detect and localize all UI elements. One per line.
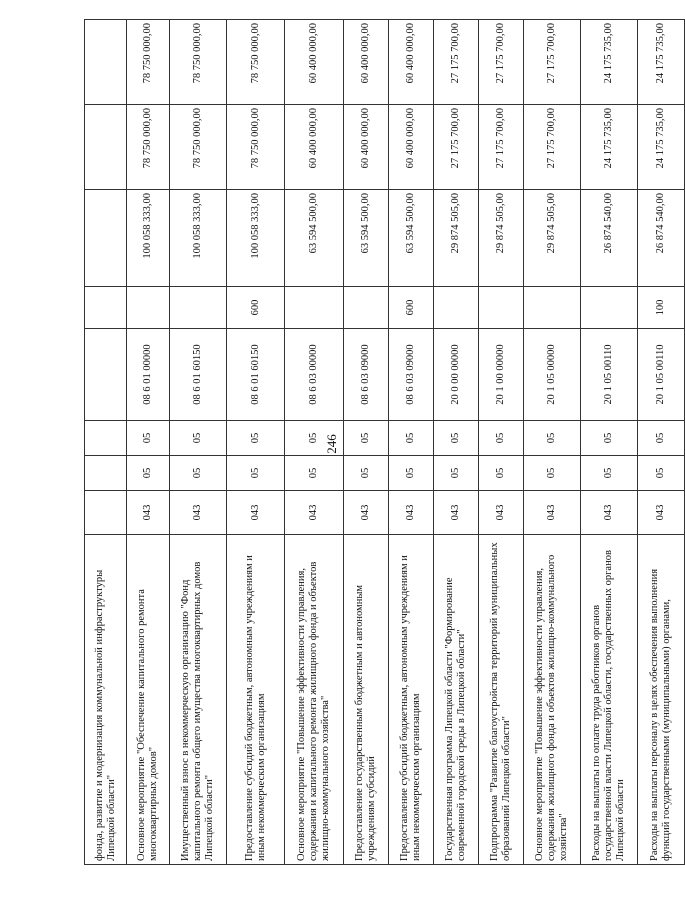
cell-sum-3: 27 175 700,00 <box>479 20 524 105</box>
cell-pr: 05 <box>344 421 389 456</box>
cell-sum-1: 26 874 540,00 <box>638 190 685 287</box>
cell-pr: 05 <box>581 421 638 456</box>
cell-sum-3: 24 175 735,00 <box>638 20 685 105</box>
cell-sum-3: 27 175 700,00 <box>524 20 581 105</box>
cell-vr <box>285 287 344 329</box>
cell-rz: 05 <box>170 456 227 491</box>
cell-sum-1: 63 594 500,00 <box>285 190 344 287</box>
cell-rz: 05 <box>227 456 285 491</box>
cell-gr: 043 <box>127 491 170 535</box>
item-name: Расходы на выплаты персоналу в целях обеспечения выполнения функций государственными (муниципальными) органами, <box>638 535 685 865</box>
cell-sum-3: 24 175 735,00 <box>581 20 638 105</box>
cell-sum-2: 60 400 000,00 <box>344 105 389 190</box>
cell-vr <box>479 287 524 329</box>
item-name: Предоставление субсидий бюджетным, автономным учреждениям и иным некоммерческим организациям <box>389 535 434 865</box>
cell-csr: 20 1 05 00110 <box>581 329 638 421</box>
cell-vr: 100 <box>638 287 685 329</box>
table-row <box>524 20 581 865</box>
cell-sum-1 <box>85 190 127 287</box>
cell-sum-3: 78 750 000,00 <box>170 20 227 105</box>
cell-csr: 08 6 03 09000 <box>389 329 434 421</box>
table-row <box>434 20 479 865</box>
item-name: Основное мероприятие "Обеспечение капитального ремонта многоквартирных домов" <box>127 535 170 865</box>
cell-gr <box>85 491 127 535</box>
item-name: Предоставление государственным бюджетным и автономным учреждениям субсидий <box>344 535 389 865</box>
cell-gr: 043 <box>434 491 479 535</box>
table-row <box>389 20 434 865</box>
budget-table-area <box>84 20 672 865</box>
cell-pr: 05 <box>524 421 581 456</box>
cell-vr <box>170 287 227 329</box>
item-name: Основное мероприятие "Повышение эффективности управления, содержания жилищного фонда и объектов жилищно-коммунального хозяйства" <box>524 535 581 865</box>
cell-gr: 043 <box>285 491 344 535</box>
cell-gr: 043 <box>389 491 434 535</box>
cell-pr <box>85 421 127 456</box>
cell-sum-2: 78 750 000,00 <box>227 105 285 190</box>
cell-vr: 600 <box>227 287 285 329</box>
cell-rz: 05 <box>389 456 434 491</box>
cell-sum-2: 24 175 735,00 <box>581 105 638 190</box>
cell-sum-2: 60 400 000,00 <box>389 105 434 190</box>
cell-rz <box>85 456 127 491</box>
item-name: Имущественный взнос в некоммерческую организацию "Фонд капитального ремонта общего имущества многоквартирных домов Липецкой области" <box>170 535 227 865</box>
cell-sum-3: 27 175 700,00 <box>434 20 479 105</box>
cell-gr: 043 <box>479 491 524 535</box>
cell-vr <box>127 287 170 329</box>
cell-gr: 043 <box>581 491 638 535</box>
cell-gr: 043 <box>524 491 581 535</box>
cell-vr <box>524 287 581 329</box>
cell-sum-1: 63 594 500,00 <box>389 190 434 287</box>
cell-vr <box>581 287 638 329</box>
cell-vr <box>434 287 479 329</box>
cell-rz: 05 <box>524 456 581 491</box>
cell-sum-3: 78 750 000,00 <box>227 20 285 105</box>
cell-csr: 08 6 01 60150 <box>227 329 285 421</box>
item-name: Государственная программа Липецкой области "Формирование современной городской среды в Липецкой области" <box>434 535 479 865</box>
item-name: Подпрограмма "Развитие благоустройства территорий муниципальных образований Липецкой области" <box>479 535 524 865</box>
item-name: фонда, развитие и модернизация коммунальной инфраструктуры Липецкой области" <box>85 535 127 865</box>
cell-csr: 20 1 05 00000 <box>524 329 581 421</box>
cell-sum-3: 60 400 000,00 <box>285 20 344 105</box>
cell-sum-2: 27 175 700,00 <box>524 105 581 190</box>
cell-sum-2: 60 400 000,00 <box>285 105 344 190</box>
item-name: Основное мероприятие "Повышение эффективности управления, содержания и капитального ремонта жилищного фонда и объектов жилищно-коммунального хозяйства" <box>285 535 344 865</box>
cell-sum-3: 78 750 000,00 <box>127 20 170 105</box>
table-row <box>479 20 524 865</box>
cell-sum-1: 100 058 333,00 <box>127 190 170 287</box>
cell-vr <box>85 287 127 329</box>
cell-sum-1: 26 874 540,00 <box>581 190 638 287</box>
cell-pr: 05 <box>389 421 434 456</box>
budget-table <box>84 19 685 865</box>
cell-rz: 05 <box>638 456 685 491</box>
cell-sum-1: 29 874 505,00 <box>479 190 524 287</box>
cell-gr: 043 <box>227 491 285 535</box>
cell-sum-3: 60 400 000,00 <box>389 20 434 105</box>
cell-csr: 20 1 05 00110 <box>638 329 685 421</box>
cell-sum-3 <box>85 20 127 105</box>
cell-gr: 043 <box>344 491 389 535</box>
cell-vr: 600 <box>389 287 434 329</box>
cell-csr <box>85 329 127 421</box>
item-name: Предоставление субсидий бюджетным, автономным учреждениям и иным некоммерческим организациям <box>227 535 285 865</box>
table-row <box>127 20 170 865</box>
page-number: 246 <box>324 434 339 454</box>
cell-rz: 05 <box>434 456 479 491</box>
cell-sum-2: 27 175 700,00 <box>434 105 479 190</box>
cell-gr: 043 <box>170 491 227 535</box>
cell-pr: 05 <box>479 421 524 456</box>
cell-sum-2 <box>85 105 127 190</box>
cell-sum-2: 24 175 735,00 <box>638 105 685 190</box>
cell-pr: 05 <box>638 421 685 456</box>
cell-sum-2: 78 750 000,00 <box>127 105 170 190</box>
table-row <box>638 20 685 865</box>
cell-pr: 05 <box>285 421 344 456</box>
cell-csr: 08 6 01 00000 <box>127 329 170 421</box>
cell-csr: 08 6 03 00000 <box>285 329 344 421</box>
cell-pr: 05 <box>434 421 479 456</box>
cell-sum-1: 100 058 333,00 <box>227 190 285 287</box>
cell-sum-2: 78 750 000,00 <box>170 105 227 190</box>
cell-sum-1: 29 874 505,00 <box>434 190 479 287</box>
cell-sum-3: 60 400 000,00 <box>344 20 389 105</box>
cell-gr: 043 <box>638 491 685 535</box>
cell-csr: 08 6 01 60150 <box>170 329 227 421</box>
table-row <box>85 20 127 865</box>
cell-rz: 05 <box>479 456 524 491</box>
table-row <box>227 20 285 865</box>
cell-pr: 05 <box>227 421 285 456</box>
cell-pr: 05 <box>127 421 170 456</box>
table-row <box>344 20 389 865</box>
cell-sum-2: 27 175 700,00 <box>479 105 524 190</box>
item-name: Расходы на выплаты по оплате труда работников органов государственной власти Липецкой области, государственных органов Липецкой области <box>581 535 638 865</box>
cell-sum-1: 100 058 333,00 <box>170 190 227 287</box>
table-row <box>285 20 344 865</box>
table-row <box>170 20 227 865</box>
cell-vr <box>344 287 389 329</box>
cell-sum-1: 63 594 500,00 <box>344 190 389 287</box>
cell-csr: 20 0 00 00000 <box>434 329 479 421</box>
cell-sum-1: 29 874 505,00 <box>524 190 581 287</box>
cell-rz: 05 <box>127 456 170 491</box>
cell-rz: 05 <box>581 456 638 491</box>
cell-rz: 05 <box>344 456 389 491</box>
cell-pr: 05 <box>170 421 227 456</box>
cell-csr: 20 1 00 00000 <box>479 329 524 421</box>
cell-rz: 05 <box>285 456 344 491</box>
table-row <box>581 20 638 865</box>
cell-csr: 08 6 03 09000 <box>344 329 389 421</box>
